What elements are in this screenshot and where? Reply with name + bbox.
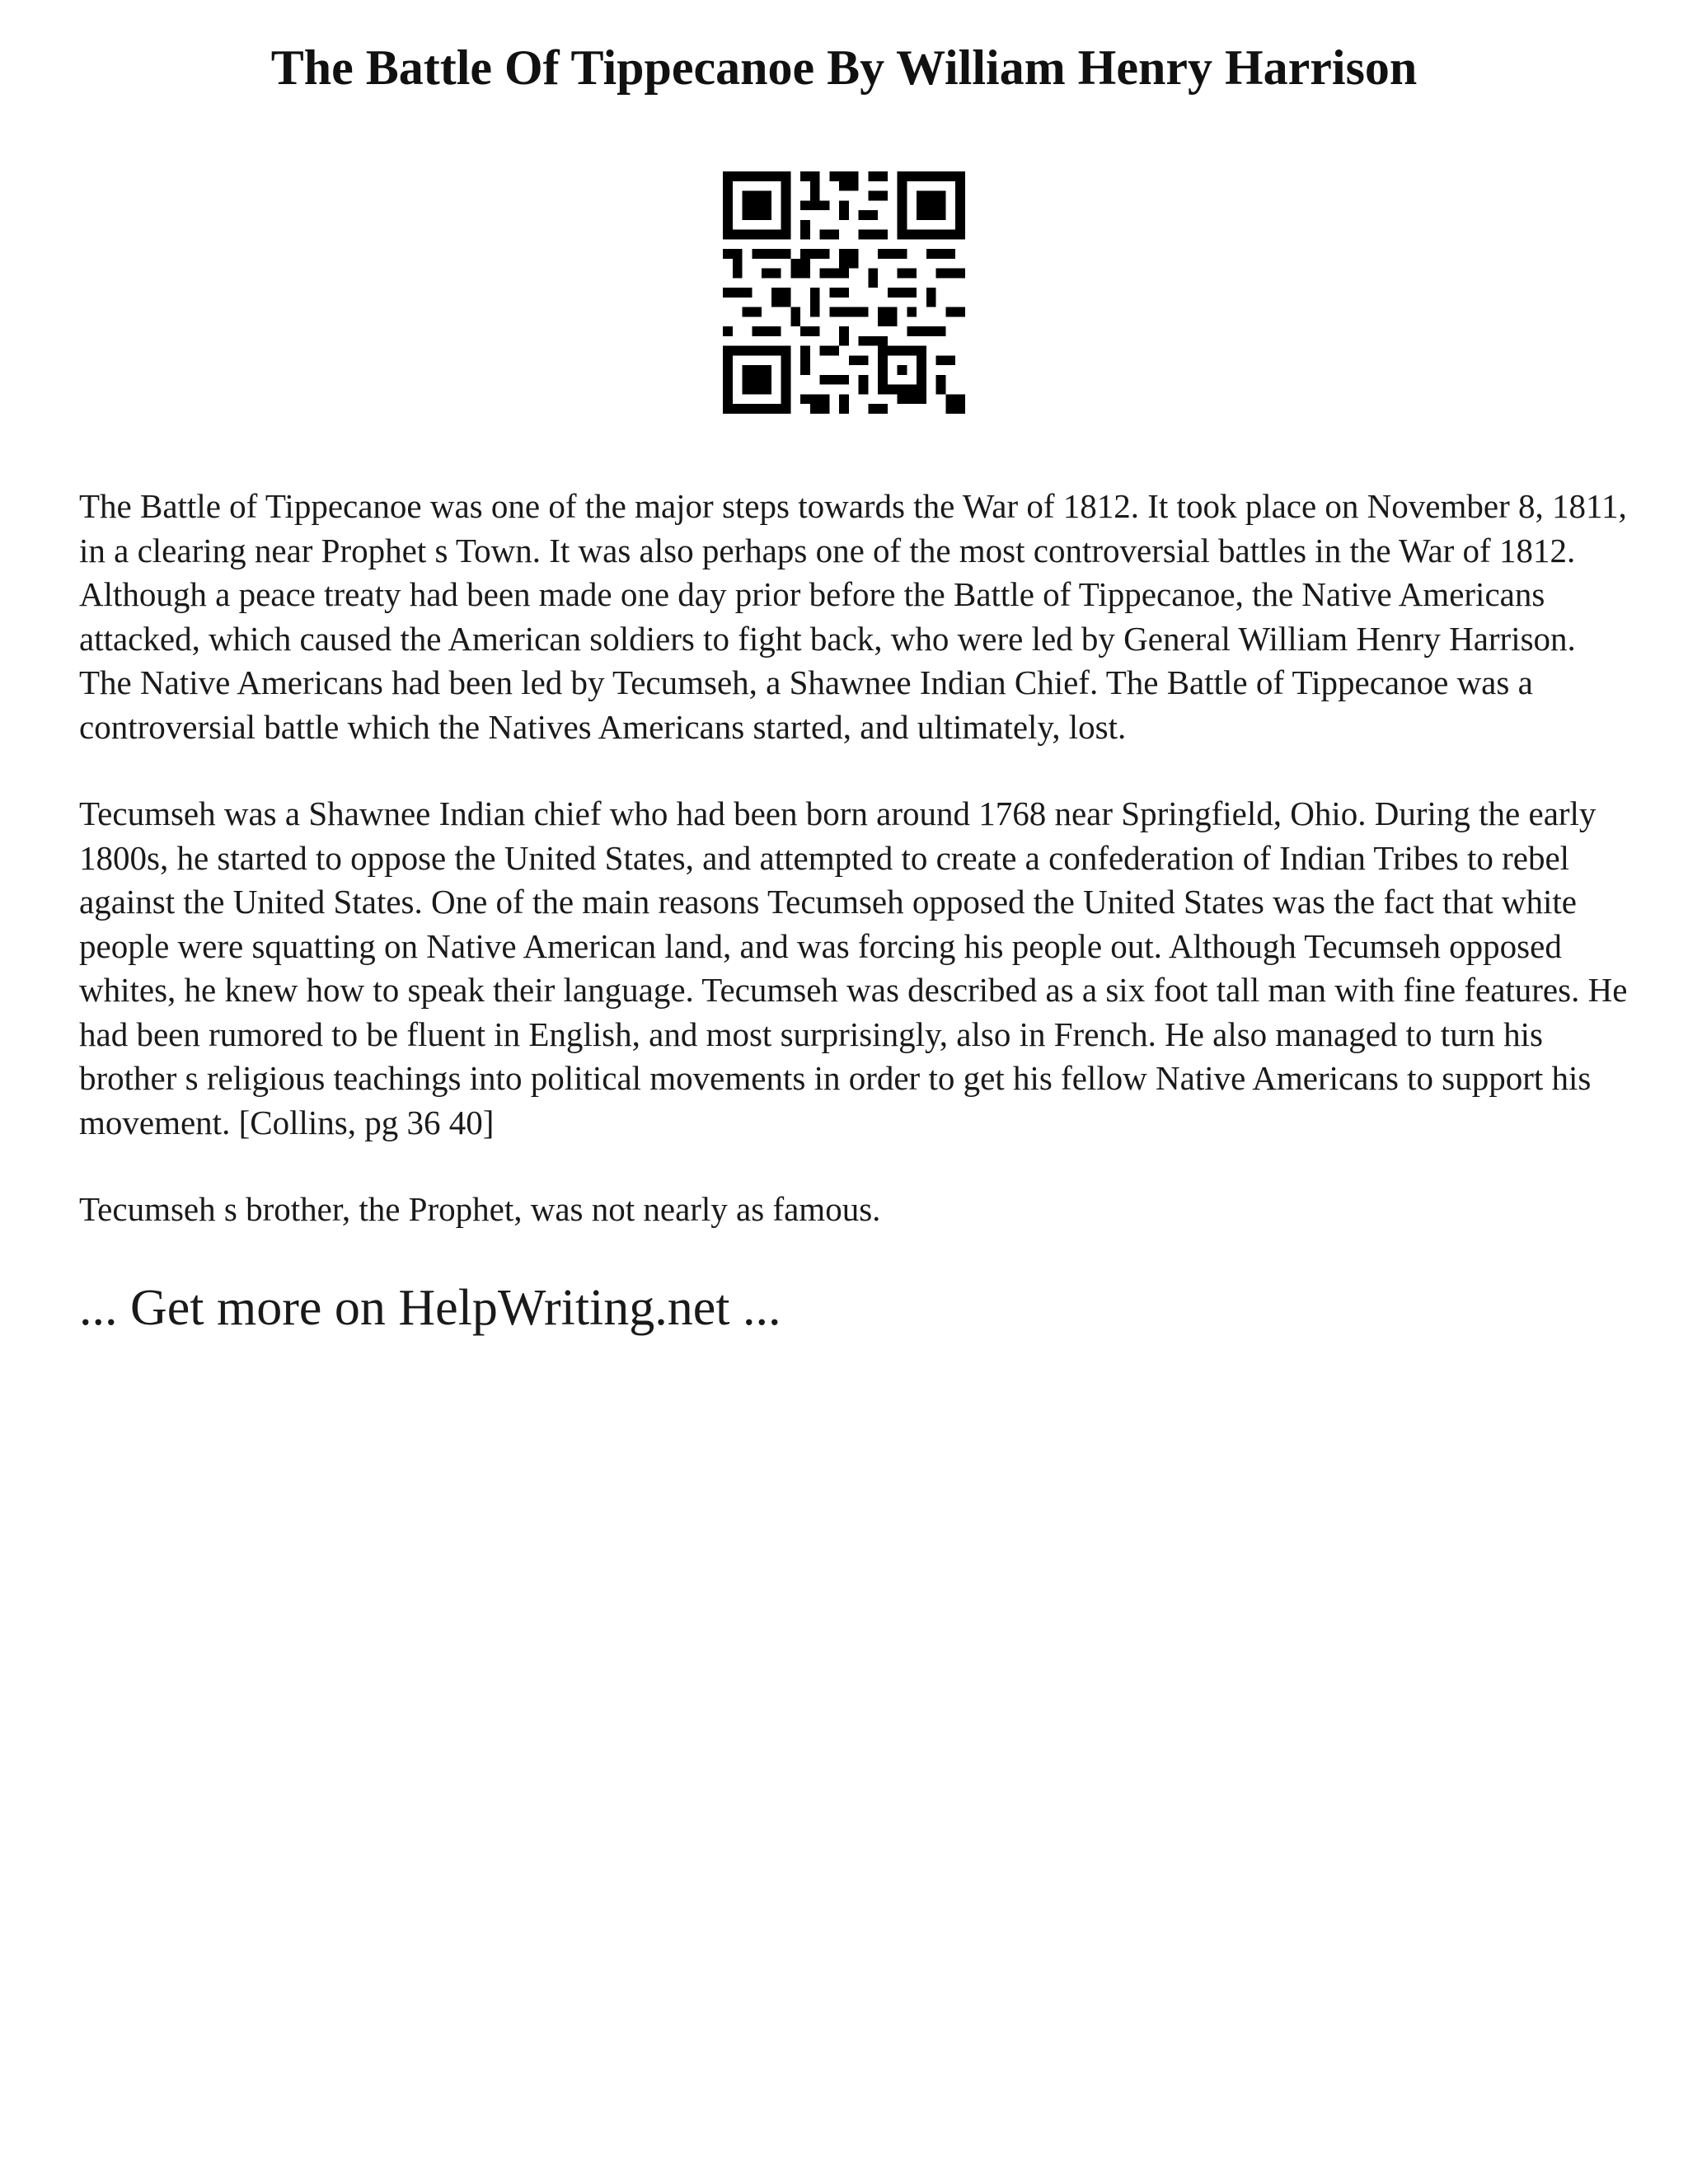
qr-code-icon: [723, 171, 965, 414]
page-title: The Battle Of Tippecanoe By William Henry Harrison: [270, 40, 1418, 95]
more-link[interactable]: ... Get more on HelpWriting.net ...: [79, 1279, 781, 1336]
paragraph-2: Tecumseh was a Shawnee Indian chief who had been born around 1768 near Springfield, Ohio. During the early 1800s, he started to oppose the United States, and attempted to create a confederation of Indian Tribes to rebel against the United States. One of the main reasons Tecumseh opposed the United States was the fact that white people were squatting on Native American land, and was forcing his people out. Although Tecumseh opposed whites, he knew how to speak their language. Tecumseh was described as a six foot tall man with fine features. He had been rumored to be fluent in English, and most surprisingly, also in French. He also managed to turn his brother s religious teachings into political movements in order to get his fellow Native Americans to support his movement. [Collins, pg 36 40]: [79, 794, 1628, 1141]
article-body: [79, 485, 1629, 1341]
paragraph-1: The Battle of Tippecanoe was one of the major steps towards the War of 1812. It took place on November 8, 1811, in a clearing near Prophet s Town. It was also perhaps one of the most controversial battles in the War of 1812. Although a peace treaty had been made one day prior before the Battle of Tippecanoe, the Native Americans attacked, which caused the American soldiers to fight back, who were led by General William Henry Harrison. The Native Americans had been led by Tecumseh, a Shawnee Indian Chief. The Battle of Tippecanoe was a controversial battle which the Natives Americans started, and ultimately, lost.: [79, 487, 1627, 746]
paragraph-3: Tecumseh s brother, the Prophet, was not nearly as famous.: [79, 1190, 881, 1228]
